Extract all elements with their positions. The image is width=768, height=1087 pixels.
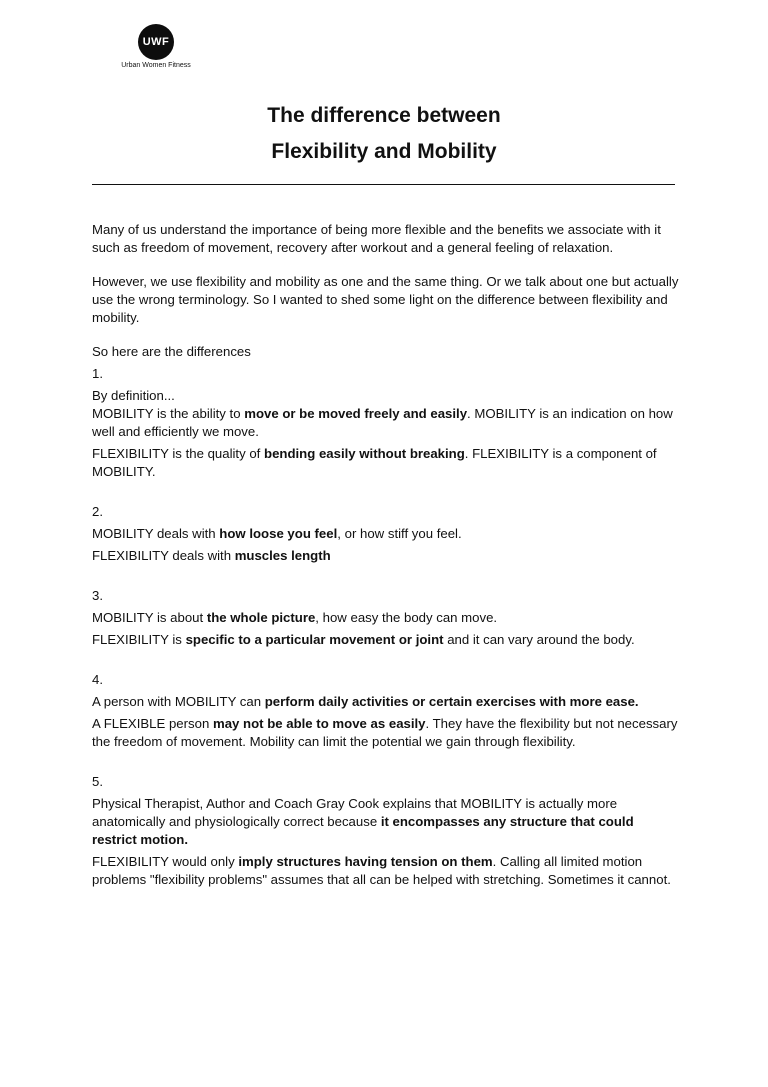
- section-1-number: 1.: [92, 366, 103, 381]
- section-1-flexibility: FLEXIBILITY is the quality of bending easily without breaking. FLEXIBILITY is a component of MOBILITY.: [92, 446, 657, 479]
- title-line-2: Flexibility and Mobility: [271, 140, 497, 163]
- section-1-lead: By definition...: [92, 388, 175, 403]
- page-title: [0, 98, 768, 170]
- section-3-flexibility: FLEXIBILITY is specific to a particular movement or joint and it can vary around the body.: [92, 632, 635, 647]
- article-body: [92, 221, 682, 889]
- brand-logo: [108, 24, 204, 70]
- intro-paragraph-1: Many of us understand the importance of being more flexible and the benefits we associate with it such as freedom of movement, recovery after workout and a general feeling of relaxation.: [92, 222, 661, 255]
- section-5-mobility: Physical Therapist, Author and Coach Gray Cook explains that MOBILITY is actually more anatomically and physiologically correct because it encompasses any structure that could restrict motion.: [92, 796, 634, 847]
- section-4-flexibility: A FLEXIBLE person may not be able to move as easily. They have the flexibility but not necessary the freedom of movement. Mobility can limit the potential we gain through flexibility.: [92, 716, 678, 749]
- title-line-1: The difference between: [267, 104, 501, 127]
- logo-caption: Urban Women Fitness: [121, 62, 191, 69]
- section-4-mobility: A person with MOBILITY can perform daily activities or certain exercises with more ease.: [92, 694, 639, 709]
- section-1-mobility: MOBILITY is the ability to move or be moved freely and easily. MOBILITY is an indication on how well and efficiently we move.: [92, 406, 673, 439]
- section-2-mobility: MOBILITY deals with how loose you feel, or how stiff you feel.: [92, 526, 462, 541]
- section-5-flexibility: FLEXIBILITY would only imply structures having tension on them. Calling all limited motion problems "flexibility problems" assumes that all can be helped with stretching. Sometimes it cannot.: [92, 854, 671, 887]
- section-5-number: 5.: [92, 774, 103, 789]
- section-3-mobility: MOBILITY is about the whole picture, how easy the body can move.: [92, 610, 498, 625]
- section-2-flexibility: FLEXIBILITY deals with muscles length: [92, 548, 331, 563]
- section-3-number: 3.: [92, 588, 103, 603]
- intro-paragraph-3: So here are the differences: [92, 344, 251, 359]
- section-2-number: 2.: [92, 504, 103, 519]
- intro-paragraph-2: However, we use flexibility and mobility as one and the same thing. Or we talk about one but actually use the wrong terminology. So I wanted to shed some light on the difference between flexibility and mobility.: [92, 274, 679, 325]
- title-divider: [92, 184, 675, 185]
- section-4-number: 4.: [92, 672, 103, 687]
- logo-badge: UWF: [138, 24, 174, 60]
